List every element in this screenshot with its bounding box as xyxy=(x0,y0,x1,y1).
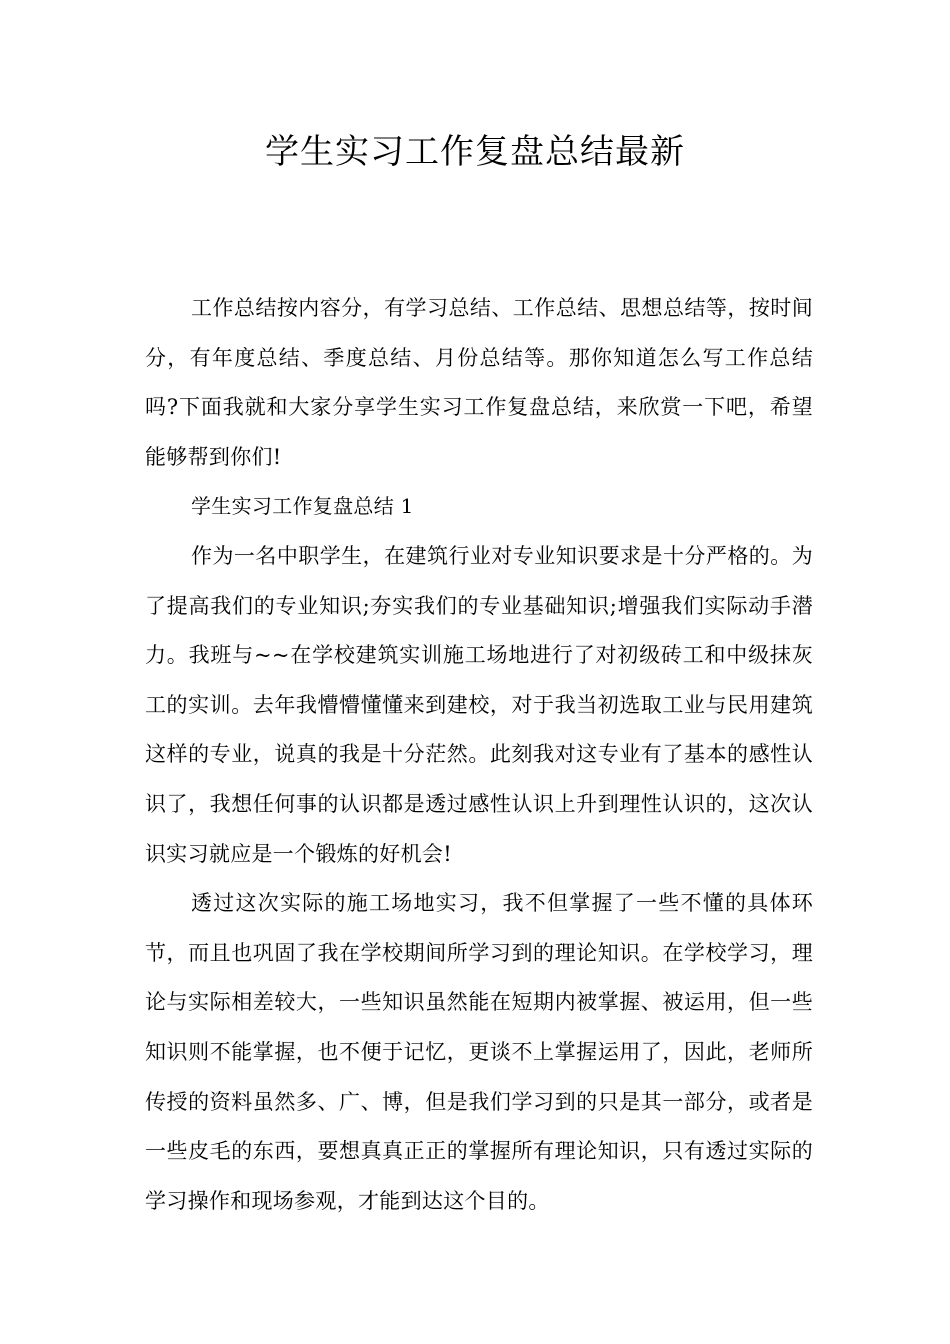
section-heading: 学生实习工作复盘总结 1 xyxy=(191,494,414,519)
intro-paragraph: 工作总结按内容分，有学习总结、工作总结、思想总结等，按时间分，有年度总结、季度总结、月份总结等。那你知道怎么写工作总结吗?下面我就和大家分享学生实习工作复盘总结，来欣赏一下吧，希望能够帮到你们! xyxy=(145,296,813,469)
body-paragraph-1: 作为一名中职学生，在建筑行业对专业知识要求是十分严格的。为了提高我们的专业知识;夯实我们的专业基础知识;增强我们实际动手潜力。我班与~~在学校建筑实训施工场地进行了对初级砖工和中级抹灰工的实训。去年我懵懵懂懂来到建校，对于我当初选取工业与民用建筑这样的专业，说真的我是十分茫然。此刻我对这专业有了基本的感性认识了，我想任何事的认识都是透过感性认识上升到理性认识的，这次认识实习就应是一个锻炼的好机会! xyxy=(145,543,813,866)
document-body xyxy=(145,284,813,1226)
body-paragraph-2: 透过这次实际的施工场地实习，我不但掌握了一些不懂的具体环节，而且也巩固了我在学校期间所学习到的理论知识。在学校学习，理论与实际相差较大，一些知识虽然能在短期内被掌握、被运用，但一些知识则不能掌握，也不便于记忆，更谈不上掌握运用了，因此，老师所传授的资料虽然多、广、博，但是我们学习到的只是其一部分，或者是一些皮毛的东西，要想真真正正的掌握所有理论知识，只有透过实际的学习操作和现场参观，才能到达这个目的。 xyxy=(145,891,813,1213)
document-title: 学生实习工作复盘总结最新 xyxy=(265,132,685,172)
